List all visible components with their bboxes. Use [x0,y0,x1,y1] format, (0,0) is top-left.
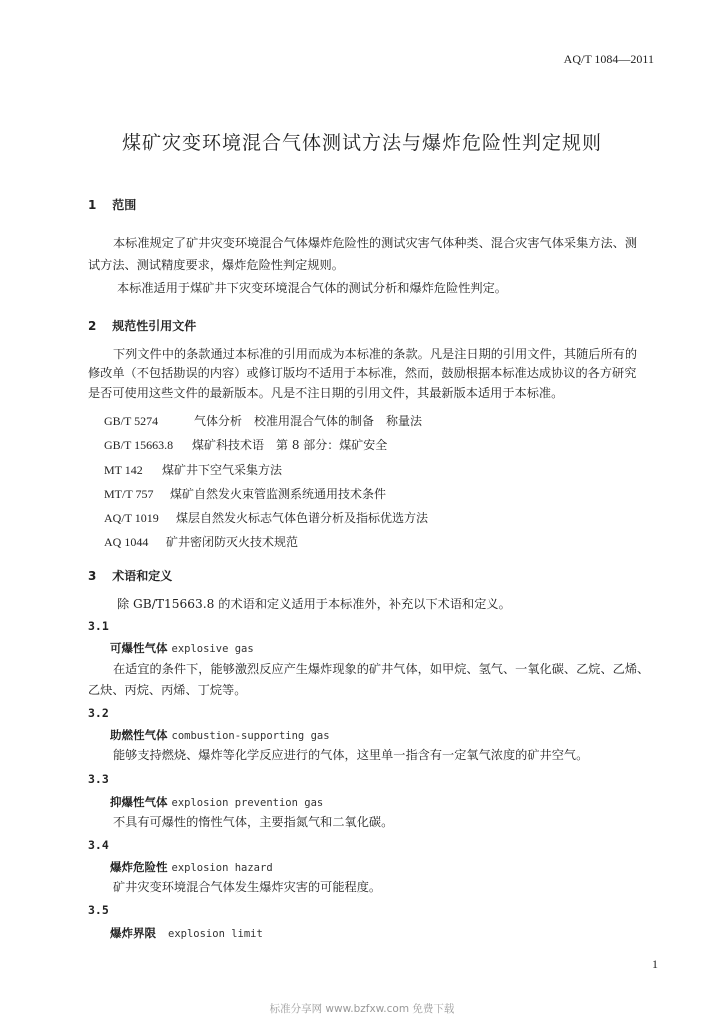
reference-title: 煤矿井下空气采集方法 [162,463,283,477]
term-definition-line-1: 矿井灾变环境混合气体发生爆炸灾害的可能程度。 [113,880,382,894]
section-number: 1 [88,198,97,212]
section-number: 3 [88,569,97,583]
term-number: 3.5 [88,903,109,917]
term-english: explosive gas [171,643,254,655]
section-title: 范围 [112,198,137,212]
page-number: 1 [652,957,658,971]
reference-item [104,436,387,453]
reference-title: 煤矿自然发火束管监测系统通用技术条件 [170,487,387,501]
term-number: 3.2 [88,706,109,720]
reference-item [104,412,422,429]
term-definition-line-2: 乙炔、丙烷、丙烯、丁烷等。 [88,683,247,697]
term-chinese: 抑爆性气体 [110,795,168,809]
term-number: 3.4 [88,838,109,852]
term-heading [110,640,254,656]
term-english: combustion-supporting gas [171,730,330,742]
section-title: 术语和定义 [112,569,173,583]
term-definition-line-1: 不具有可爆性的惰性气体，主要指氮气和二氧化碳。 [113,815,394,829]
reference-item [104,509,428,526]
term-number: 3.3 [88,772,109,786]
normative-intro-line-1: 下列文件中的条款通过本标准的引用而成为本标准的条款。凡是注日期的引用文件，其随后所有的 [113,347,638,361]
term-english: explosion hazard [171,862,273,874]
scope-paragraph-2: 本标准适用于煤矿井下灾变环境混合气体的测试分析和爆炸危险性判定。 [117,281,507,295]
section-3-heading [88,567,172,584]
scope-paragraph-1-line-1: 本标准规定了矿井灾变环境混合气体爆炸危险性的测试灾害气体种类、混合灾害气体采集方法、测 [113,236,638,250]
reference-code: GB/T 5274 [104,414,159,428]
standard-code: AQ/T 1084—2011 [563,52,654,66]
scope-paragraph-1-line-2: 试方法、测试精度要求，爆炸危险性判定规则。 [88,258,344,272]
reference-title: 气体分析 校准用混合气体的制备 称量法 [194,414,423,428]
term-english: explosion limit [168,928,263,940]
term-heading [110,859,273,875]
reference-item [104,461,282,478]
term-heading [110,794,323,810]
section-1-heading [88,196,136,213]
reference-item [104,533,298,550]
terms-intro: 除 GB/T15663.8 的术语和定义适用于本标准外，补充以下术语和定义。 [117,597,511,611]
term-chinese: 助燃性气体 [110,728,168,742]
term-definition-line-1: 能够支持燃烧、爆炸等化学反应进行的气体，这里单一指含有一定氧气浓度的矿井空气。 [113,748,589,762]
term-chinese: 爆炸危险性 [110,860,168,874]
reference-title: 煤层自然发火标志气体色谱分析及指标优选方法 [176,511,429,525]
term-chinese: 爆炸界限 [110,926,156,940]
section-2-heading [88,317,196,334]
term-chinese: 可爆性气体 [110,641,168,655]
term-definition-line-1: 在适宜的条件下，能够激烈反应产生爆炸现象的矿井气体，如甲烷、氢气、一氧化碳、乙烷、乙烯、 [113,662,650,676]
term-number: 3.1 [88,619,109,633]
reference-code: AQ 1044 [104,535,149,549]
document-title: 煤矿灾变环境混合气体测试方法与爆炸危险性判定规则 [121,132,602,154]
term-english: explosion prevention gas [171,797,324,809]
section-title: 规范性引用文件 [112,319,197,333]
reference-item [104,485,386,502]
reference-code: AQ/T 1019 [104,511,159,525]
term-heading [110,727,330,743]
normative-intro-line-2: 修改单（不包括勘误的内容）或修订版均不适用于本标准，然而，鼓励根据本标准达成协议的各方研究 [88,366,637,380]
normative-intro-line-3: 是否可使用这些文件的最新版本。凡是不注日期的引用文件，其最新版本适用于本标准。 [88,386,564,400]
footer-watermark: 标准分享网 www.bzfxw.com 免费下载 [269,1003,455,1015]
reference-code: MT 142 [104,463,143,477]
reference-title: 矿井密闭防灭火技术规范 [166,535,299,549]
reference-title: 煤矿科技术语 第 8 部分：煤矿安全 [192,438,388,452]
reference-code: MT/T 757 [104,487,154,501]
reference-code: GB/T 15663.8 [104,438,174,452]
term-heading [110,925,263,941]
section-number: 2 [88,319,97,333]
